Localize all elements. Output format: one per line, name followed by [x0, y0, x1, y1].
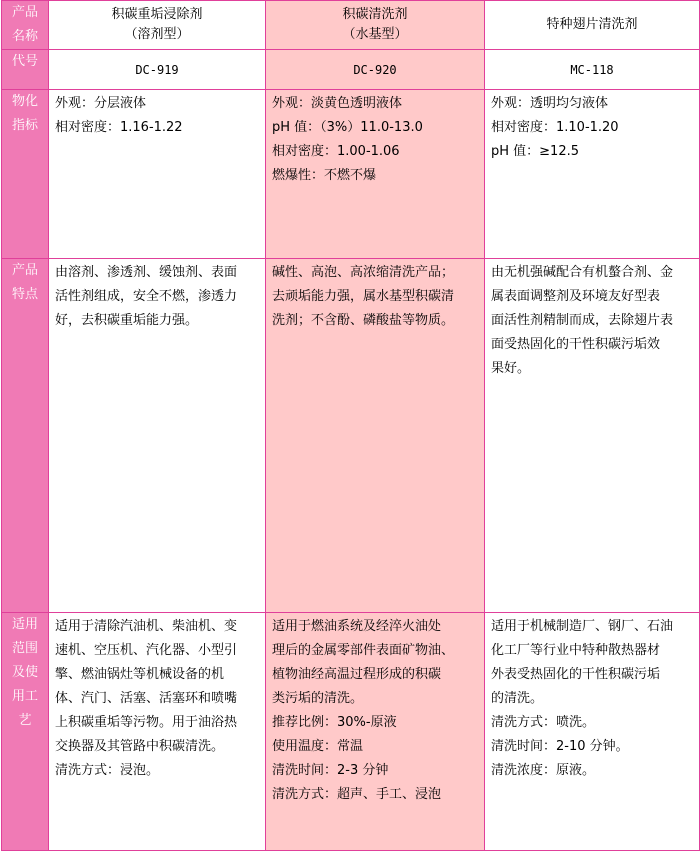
row-header-code: 代号: [2, 50, 49, 90]
physchem-cell-1: 外观：分层液体 相对密度：1.16-1.22: [49, 90, 266, 259]
features-cell-1: 由溶剂、渗透剂、缓蚀剂、表面 活性剂组成，安全不燃，渗透力 好，去积碳重垢能力强。: [49, 259, 266, 613]
usage-cell-1: 适用于清除汽油机、柴油机、变 速机、空压机、汽化器、小型引 擎、燃油锅灶等机械设备的机 体、汽门、活塞、活塞环和喷嘴 上积碳重垢等污物。用于油浴热 交换器及其管路中积碳清洗。 清洗方式：浸泡。: [49, 613, 266, 851]
product-code-2: DC-920: [266, 50, 485, 90]
row-product-code: [2, 50, 700, 90]
row-header-usage: 适用 范围 及使 用工 艺: [2, 613, 49, 851]
usage-cell-3: 适用于机械制造厂、钢厂、石油 化工厂等行业中特种散热器材 外表受热固化的干性积碳污垢 的清洗。 清洗方式：喷洗。 清洗时间：2-10 分钟。 清洗浓度：原液。: [485, 613, 700, 851]
product-spec-table: [1, 0, 700, 851]
product-name-2: 积碳清洗剂 （水基型）: [266, 1, 485, 50]
row-usage: [2, 613, 700, 851]
product-code-1: DC-919: [49, 50, 266, 90]
row-features: [2, 259, 700, 613]
product-name-1: 积碳重垢浸除剂 （溶剂型）: [49, 1, 266, 50]
row-header-name: 产品 名称: [2, 1, 49, 50]
row-physchem: [2, 90, 700, 259]
row-header-features: 产品 特点: [2, 259, 49, 613]
usage-cell-2: 适用于燃油系统及经淬火油处 理后的金属零部件表面矿物油、 植物油经高温过程形成的积碳 类污垢的清洗。 推荐比例：30%-原液 使用温度：常温 清洗时间：2-3 分钟 清洗方式：超声、手工、浸泡: [266, 613, 485, 851]
physchem-cell-3: 外观：透明均匀液体 相对密度：1.10-1.20 pH 值：≥12.5: [485, 90, 700, 259]
features-cell-2: 碱性、高泡、高浓缩清洗产品； 去顽垢能力强，属水基型积碳清 洗剂；不含酚、磷酸盐等物质。: [266, 259, 485, 613]
features-cell-3: 由无机强碱配合有机螯合剂、金 属表面调整剂及环境友好型表 面活性剂精制而成，去除翅片表 面受热固化的干性积碳污垢效 果好。: [485, 259, 700, 613]
product-code-3: MC-118: [485, 50, 700, 90]
physchem-cell-2: 外观：淡黄色透明液体 pH 值：（3%）11.0-13.0 相对密度：1.00-1.06 燃爆性：不燃不爆: [266, 90, 485, 259]
row-product-name: [2, 1, 700, 50]
product-name-3: 特种翅片清洗剂: [485, 1, 700, 50]
row-header-physchem: 物化 指标: [2, 90, 49, 259]
